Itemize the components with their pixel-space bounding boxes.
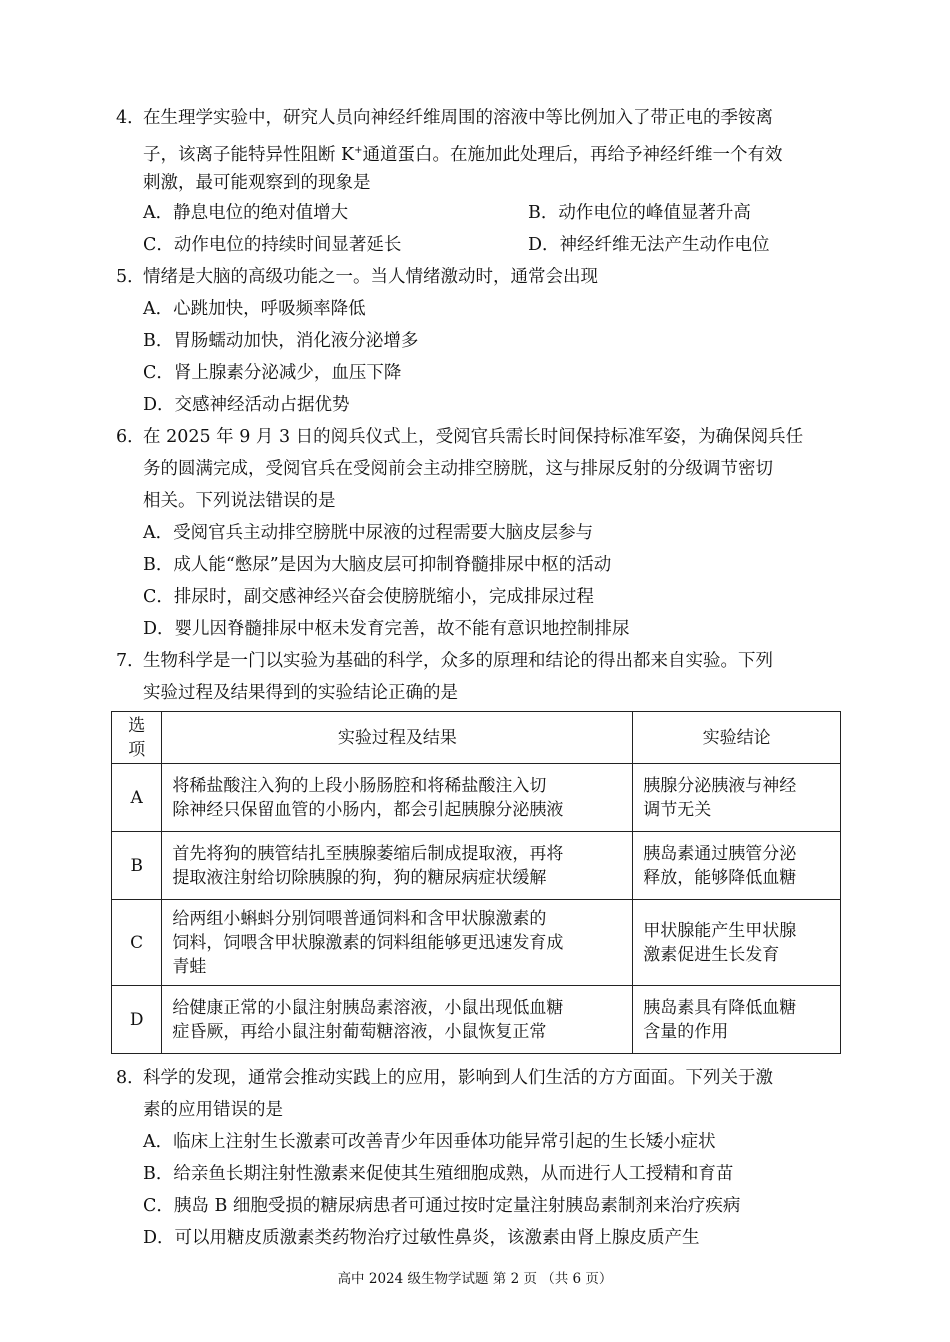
row-a-option: A [112,764,162,832]
q4-option-c: C．动作电位的持续时间显著延长 [143,235,402,255]
row-a-conclusion [633,764,841,832]
row-c-process [162,900,633,986]
row-b-option: B [112,832,162,900]
row-d-option: D [112,986,162,1054]
q4-option-a: A．静息电位的绝对值增大 [143,203,349,223]
q6-stem-line2: 务的圆满完成，受阅官兵在受阅前会主动排空膀胱，这与排尿反射的分级调节密切 [143,459,773,479]
table-row [112,986,841,1054]
header-conclusion: 实验结论 [633,712,841,764]
q4-stem-line2-part2: 通道蛋白。在施加此处理后，再给予神经纤维一个有效 [362,145,783,165]
row-a-conclusion-line2: 调节无关 [643,799,712,820]
header-process: 实验过程及结果 [162,712,633,764]
row-c-process-line2: 饲料，饲喂含甲状腺激素的饲料组能够更迅速发育成 [172,932,564,953]
q6-option-a: A．受阅官兵主动排空膀胱中尿液的过程需要大脑皮层参与 [143,523,594,543]
row-b-conclusion-line2: 释放，能够降低血糖 [643,867,797,888]
q6-option-c: C．排尿时，副交感神经兴奋会使膀胱缩小，完成排尿过程 [143,587,594,607]
q8-option-a: A．临床上注射生长激素可改善青少年因垂体功能异常引起的生长矮小症状 [143,1132,716,1152]
q4-option-b: B．动作电位的峰值显著升高 [528,203,751,223]
q7-stem-line2: 实验过程及结果得到的实验结论正确的是 [143,683,458,703]
q8-stem-line2: 素的应用错误的是 [143,1100,283,1120]
q5-number: 5． [116,267,145,287]
row-b-conclusion [633,832,841,900]
row-a-conclusion-line1: 胰腺分泌胰液与神经 [643,775,797,796]
row-c-process-line1: 给两组小蝌蚪分别饲喂普通饲料和含甲状腺激素的 [172,908,547,929]
table-row [112,764,841,832]
q8-option-c: C．胰岛 B 细胞受损的糖尿病患者可通过按时定量注射胰岛素制剂来治疗疾病 [143,1196,741,1216]
q6-option-d: D．婴儿因脊髓排尿中枢未发育完善，故不能有意识地控制排尿 [143,619,630,639]
q6-stem-line3: 相关。下列说法错误的是 [143,491,336,511]
row-b-conclusion-line1: 胰岛素通过胰管分泌 [643,843,797,864]
q8-number: 8． [116,1068,145,1088]
q6-stem-line1: 在 2025 年 9 月 3 日的阅兵仪式上，受阅官兵需长时间保持标准军姿，为确保阅兵任 [143,427,804,447]
row-d-conclusion-line1: 胰岛素具有降低血糖 [643,997,797,1018]
row-a-process-line2: 除神经只保留血管的小肠内，都会引起胰腺分泌胰液 [172,799,564,820]
row-b-process-line1: 首先将狗的胰管结扎至胰腺萎缩后制成提取液，再将 [172,843,564,864]
header-option: 选项 [112,712,162,764]
row-d-conclusion [633,986,841,1054]
row-a-process-line1: 将稀盐酸注入狗的上段小肠肠腔和将稀盐酸注入切 [172,775,547,796]
q7-number: 7． [116,651,145,671]
q8-option-b: B．给亲鱼长期注射性激素来促使其生殖细胞成熟，从而进行人工授精和育苗 [143,1164,734,1184]
q6-option-b: B．成人能“憋尿”是因为大脑皮层可抑制脊髓排尿中枢的活动 [143,555,612,575]
q5-option-b: B．胃肠蠕动加快，消化液分泌增多 [143,331,419,351]
q5-option-c: C．肾上腺素分泌减少，血压下降 [143,363,402,383]
table-row [112,832,841,900]
q4-stem-line1: 在生理学实验中，研究人员向神经纤维周围的溶液中等比例加入了带正电的季铵离 [143,108,773,128]
row-c-process-line3: 青蛙 [172,956,207,977]
q4-stem-line3: 刺激，最可能观察到的现象是 [143,173,371,193]
row-d-process-line1: 给健康正常的小鼠注射胰岛素溶液，小鼠出现低血糖 [172,997,564,1018]
q4-number: 4． [116,108,145,128]
row-d-conclusion-line2: 含量的作用 [643,1021,729,1042]
k-superscript: + [354,145,363,156]
q5-option-d: D．交感神经活动占据优势 [143,395,350,415]
row-d-process [162,986,633,1054]
q4-stem-line2-part1: 子，该离子能特异性阻断 K [143,145,355,165]
row-c-conclusion [633,900,841,986]
row-a-process [162,764,633,832]
experiment-table [111,711,841,1054]
q5-stem-line1: 情绪是大脑的高级功能之一。当人情绪激动时，通常会出现 [143,267,598,287]
row-c-option: C [112,900,162,986]
q8-stem-line1: 科学的发现，通常会推动实践上的应用，影响到人们生活的方方面面。下列关于激 [143,1068,773,1088]
row-d-process-line2: 症昏厥，再给小鼠注射葡萄糖溶液，小鼠恢复正常 [172,1021,547,1042]
q8-option-d: D．可以用糖皮质激素类药物治疗过敏性鼻炎，该激素由肾上腺皮质产生 [143,1228,700,1248]
table-header-row [112,712,841,764]
q6-number: 6． [116,427,145,447]
row-b-process [162,832,633,900]
page-footer: 高中 2024 级生物学试题 第 2 页 （共 6 页） [337,1271,613,1287]
row-c-conclusion-line2: 激素促进生长发育 [643,944,780,965]
table-row [112,900,841,986]
q7-stem-line1: 生物科学是一门以实验为基础的科学，众多的原理和结论的得出都来自实验。下列 [143,651,773,671]
q5-option-a: A．心跳加快，呼吸频率降低 [143,299,366,319]
q4-option-d: D．神经纤维无法产生动作电位 [528,235,770,255]
row-c-conclusion-line1: 甲状腺能产生甲状腺 [643,920,797,941]
row-b-process-line2: 提取液注射给切除胰腺的狗，狗的糖尿病症状缓解 [172,867,547,888]
q4-stem-line2 [143,139,783,167]
